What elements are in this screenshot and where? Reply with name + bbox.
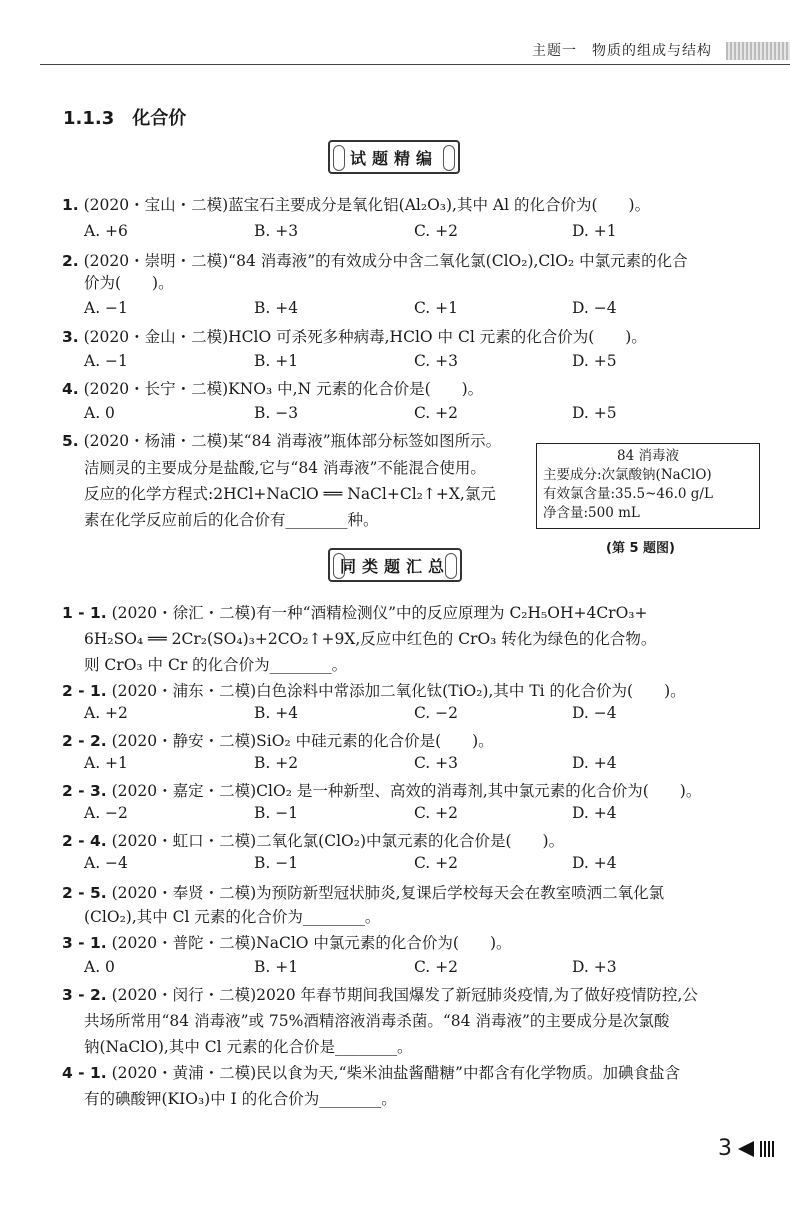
question-text: (2020・静安・二模)SiO₂ 中硅元素的化合价是( )。 — [111, 732, 494, 750]
option-b: B. +3 — [254, 222, 299, 240]
question-number: 3. — [62, 328, 79, 346]
question-number: 5. — [62, 432, 79, 450]
question-5-line2: 洁厕灵的主要成分是盐酸,它与“84 消毒液”不能混合使用。 — [84, 459, 486, 477]
question-2 — [62, 250, 688, 272]
question-text: (2020・浦东・二模)白色涂料中常添加二氧化钛(TiO₂),其中 Ti 的化合价为( )。 — [111, 682, 686, 700]
option-a: A. +1 — [84, 754, 128, 772]
question-number: 3 - 1. — [62, 934, 107, 952]
section-title: 1.1.3 化合价 — [63, 108, 187, 129]
question-text: (2020・金山・二模)HClO 可杀死多种病毒,HClO 中 Cl 元素的化合价为( )。 — [83, 328, 647, 346]
option-a: A. −2 — [84, 804, 128, 822]
label-line: 有效氯含量:35.5~46.0 g/L — [543, 486, 713, 502]
question-number: 2. — [62, 252, 79, 270]
option-c: C. +2 — [414, 804, 459, 822]
option-b: B. +1 — [254, 352, 299, 370]
similar-3-1 — [62, 932, 512, 954]
option-c: C. +2 — [414, 404, 459, 422]
option-b: B. +2 — [254, 754, 299, 772]
option-c: C. +2 — [414, 222, 459, 240]
question-number: 2 - 3. — [62, 782, 107, 800]
option-c: C. +3 — [414, 352, 459, 370]
question-number: 2 - 4. — [62, 832, 107, 850]
question-text: (2020・宝山・二模)蓝宝石主要成分是氧化铝(Al₂O₃),其中 Al 的化合价为( )。 — [83, 196, 651, 214]
question-text: (2020・黄浦・二模)民以食为天,“柴米油盐酱醋糖”中都含有化学物质。加碘食盐含 — [111, 1064, 680, 1082]
question-1 — [62, 194, 650, 216]
question-5-line3: 反应的化学方程式:2HCl+NaClO ══ NaCl+Cl₂↑+X,氯元 — [84, 485, 496, 503]
option-a: A. +2 — [84, 704, 128, 722]
question-4 — [62, 378, 483, 400]
similar-2-5-line2: (ClO₂),其中 Cl 元素的化合价为________。 — [84, 908, 381, 926]
similar-3-2-line3: 钠(NaClO),其中 Cl 元素的化合价是________。 — [84, 1038, 413, 1056]
running-header — [0, 40, 790, 64]
option-d: D. +5 — [572, 352, 617, 370]
similar-2-5 — [62, 882, 664, 904]
question-number: 3 - 2. — [62, 986, 107, 1004]
option-a: A. +6 — [84, 222, 128, 240]
question-3-options — [84, 352, 724, 374]
option-d: D. +3 — [572, 958, 617, 976]
label-line: 净含量:500 mL — [543, 505, 640, 521]
question-number: 2 - 5. — [62, 884, 107, 902]
similar-2-2 — [62, 730, 494, 752]
question-2-line2: 价为( )。 — [84, 274, 174, 292]
similar-2-2-options — [84, 754, 724, 776]
question-text: (2020・嘉定・二模)ClO₂ 是一种新型、高效的消毒剂,其中氯元素的化合价为( )。 — [111, 782, 702, 800]
disinfectant-label-figure — [536, 443, 760, 529]
option-b: B. −1 — [254, 804, 299, 822]
similar-4-1 — [62, 1062, 680, 1084]
question-1-options — [84, 222, 724, 244]
question-text: (2020・奉贤・二模)为预防新型冠状肺炎,复课后学校每天会在教室喷洒二氧化氯 — [111, 884, 665, 902]
label-line: 主要成分:次氯酸钠(NaClO) — [543, 467, 712, 483]
question-number: 1. — [62, 196, 79, 214]
option-d: D. +4 — [572, 754, 617, 772]
question-3 — [62, 326, 647, 348]
page-number — [718, 1136, 774, 1161]
question-number: 4 - 1. — [62, 1064, 107, 1082]
option-a: A. 0 — [84, 958, 115, 976]
option-d: D. −4 — [572, 704, 617, 722]
option-b: B. +1 — [254, 958, 299, 976]
similar-3-2 — [62, 984, 698, 1006]
similar-2-1-options — [84, 704, 724, 726]
question-5-line4: 素在化学反应前后的化合价有________种。 — [84, 511, 379, 529]
option-d: D. −4 — [572, 299, 617, 317]
banner-similar: 同类题汇总 — [328, 548, 462, 582]
question-number: 2 - 1. — [62, 682, 107, 700]
similar-2-1 — [62, 680, 686, 702]
option-a: A. −1 — [84, 299, 128, 317]
left-arrow-icon — [738, 1141, 754, 1157]
question-text: (2020・普陀・二模)NaClO 中氯元素的化合价为( )。 — [111, 934, 512, 952]
option-d: D. +5 — [572, 404, 617, 422]
question-text: (2020・虹口・二模)二氧化氯(ClO₂)中氯元素的化合价是( )。 — [111, 832, 565, 850]
question-text: (2020・长宁・二模)KNO₃ 中,N 元素的化合价是( )。 — [83, 380, 484, 398]
option-b: B. +4 — [254, 704, 299, 722]
question-4-options — [84, 404, 724, 426]
option-b: B. +4 — [254, 299, 299, 317]
figure-caption: (第 5 题图) — [606, 541, 675, 556]
option-a: A. −1 — [84, 352, 128, 370]
similar-1-1-line3: 则 CrO₃ 中 Cr 的化合价为________。 — [84, 656, 348, 674]
similar-2-4-options — [84, 854, 724, 876]
header-rule — [40, 64, 790, 65]
similar-2-3 — [62, 780, 701, 802]
similar-3-1-options — [84, 958, 724, 980]
option-d: D. +4 — [572, 804, 617, 822]
question-text: (2020・杨浦・二模)某“84 消毒液”瓶体部分标签如图所示。 — [83, 432, 502, 450]
page-number-text: 3 — [718, 1136, 732, 1161]
option-c: C. +2 — [414, 958, 459, 976]
option-a: A. −4 — [84, 854, 128, 872]
question-2-options — [84, 299, 724, 321]
question-5 — [62, 430, 501, 452]
option-a: A. 0 — [84, 404, 115, 422]
option-c: C. +2 — [414, 854, 459, 872]
question-number: 2 - 2. — [62, 732, 107, 750]
option-b: B. −3 — [254, 404, 299, 422]
question-number: 1 - 1. — [62, 604, 107, 622]
header-decor-bar — [726, 42, 790, 60]
similar-3-2-line2: 共场所常用“84 消毒液”或 75%酒精溶液消毒杀菌。“84 消毒液”的主要成分是次氯酸 — [84, 1012, 670, 1030]
similar-1-1 — [62, 602, 648, 624]
page-marker-icon — [760, 1141, 774, 1157]
option-c: C. +3 — [414, 754, 459, 772]
question-number: 4. — [62, 380, 79, 398]
similar-2-4 — [62, 830, 564, 852]
header-title: 主题一 物质的组成与结构 — [532, 43, 712, 59]
option-d: D. +1 — [572, 222, 617, 240]
option-d: D. +4 — [572, 854, 617, 872]
similar-1-1-line2: 6H₂SO₄ ══ 2Cr₂(SO₄)₃+2CO₂↑+9X,反应中红色的 CrO₃ 转化为绿色的化合物。 — [84, 630, 657, 648]
similar-2-3-options — [84, 804, 724, 826]
similar-4-1-line2: 有的碘酸钾(KIO₃)中 I 的化合价为________。 — [84, 1090, 397, 1108]
question-text: (2020・崇明・二模)“84 消毒液”的有效成分中含二氧化氯(ClO₂),ClO₂ 中氯元素的化合 — [83, 252, 688, 270]
question-text: (2020・闵行・二模)2020 年春节期间我国爆发了新冠肺炎疫情,为了做好疫情防控,公 — [111, 986, 698, 1004]
banner-practice: 试题精编 — [328, 140, 460, 174]
option-c: C. −2 — [414, 704, 459, 722]
option-b: B. −1 — [254, 854, 299, 872]
label-title: 84 消毒液 — [617, 448, 679, 464]
question-text: (2020・徐汇・二模)有一种“酒精检测仪”中的反应原理为 C₂H₅OH+4CrO₃+ — [111, 604, 648, 622]
option-c: C. +1 — [414, 299, 459, 317]
